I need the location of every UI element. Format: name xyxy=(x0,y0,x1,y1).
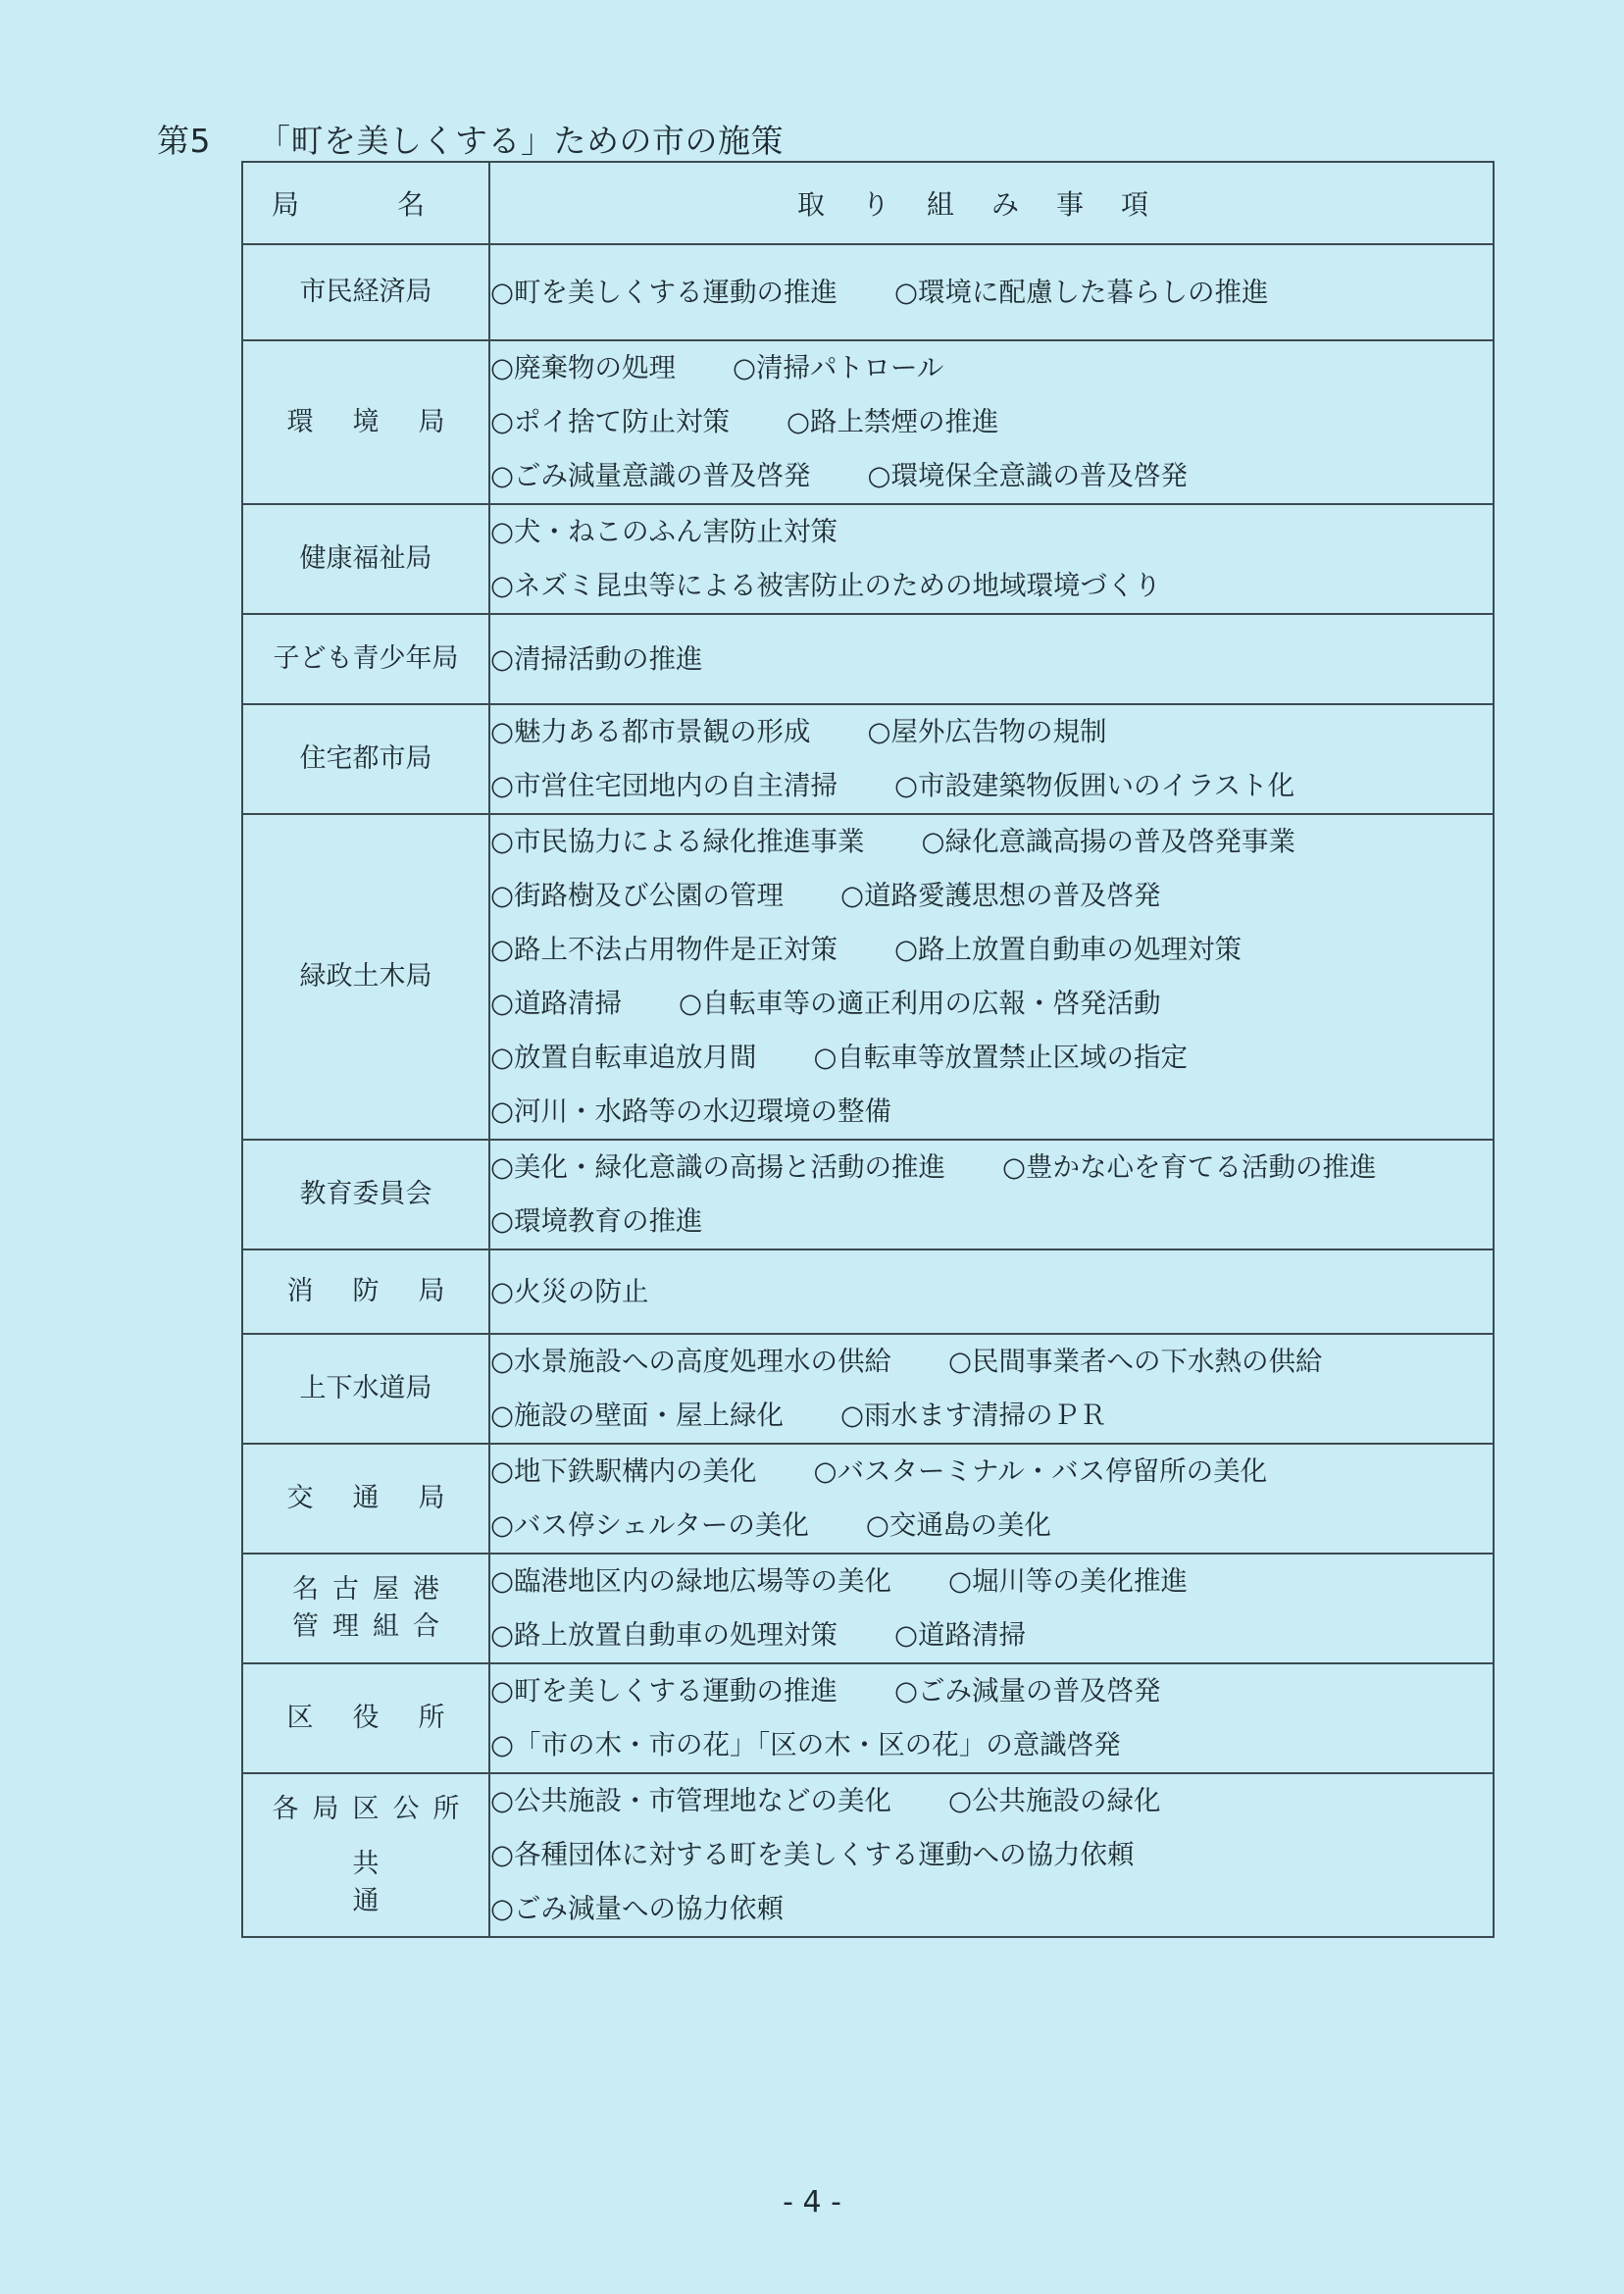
header-items-label: 取り組み事項 xyxy=(796,188,1186,221)
items-cell xyxy=(489,1334,1494,1444)
items-cell xyxy=(489,1140,1494,1249)
item-line xyxy=(490,1141,1493,1195)
item-line xyxy=(490,1031,1493,1085)
item-line xyxy=(490,266,1493,320)
item-line xyxy=(490,449,1493,503)
dept-cell xyxy=(242,1140,489,1249)
table-row xyxy=(242,1334,1494,1444)
table-row xyxy=(242,244,1494,340)
dept-name: 環境局 xyxy=(286,406,484,437)
policy-item: ○屋外広告物の規制 xyxy=(867,716,1107,747)
policy-item: ○水景施設への高度処理水の供給 xyxy=(490,1346,891,1377)
table-row xyxy=(242,504,1494,614)
items-cell xyxy=(489,814,1494,1140)
table-row xyxy=(242,1249,1494,1334)
dept-cell xyxy=(242,614,489,704)
item-line xyxy=(490,1774,1493,1828)
dept-cell xyxy=(242,704,489,814)
table-header-row xyxy=(242,162,1494,244)
table-row xyxy=(242,614,1494,704)
policy-item: ○犬・ねこのふん害防止対策 xyxy=(490,516,837,547)
policy-item: ○放置自転車追放月間 xyxy=(490,1042,757,1073)
item-line xyxy=(490,1718,1493,1772)
item-line xyxy=(490,759,1493,813)
dept-cell xyxy=(242,244,489,340)
item-line xyxy=(490,1445,1493,1499)
items-cell xyxy=(489,1444,1494,1554)
policy-item: ○民間事業者への下水熱の供給 xyxy=(948,1346,1323,1377)
policy-item: ○市民協力による緑化推進事業 xyxy=(490,826,865,857)
dept-cell xyxy=(242,1773,489,1937)
dept-name: 子ども青少年局 xyxy=(273,643,459,674)
item-line xyxy=(490,633,1493,687)
policy-item: ○交通島の美化 xyxy=(865,1509,1051,1541)
policy-item: ○河川・水路等の水辺環境の整備 xyxy=(490,1096,891,1127)
policy-item: ○公共施設・市管理地などの美化 xyxy=(490,1785,891,1816)
table-row xyxy=(242,814,1494,1140)
policy-item: ○町を美しくする運動の推進 xyxy=(490,276,837,308)
item-line xyxy=(490,815,1493,869)
policy-item: ○公共施設の緑化 xyxy=(948,1785,1161,1816)
dept-cell xyxy=(242,1554,489,1663)
policy-item: ○路上放置自動車の処理対策 xyxy=(490,1619,837,1651)
dept-cell xyxy=(242,1249,489,1334)
dept-cell xyxy=(242,504,489,614)
item-line xyxy=(490,1828,1493,1882)
section-heading xyxy=(157,116,784,162)
item-line xyxy=(490,1608,1493,1662)
policy-item: ○環境に配慮した暮らしの推進 xyxy=(894,276,1269,308)
dept-cell xyxy=(242,1663,489,1773)
table-row xyxy=(242,1663,1494,1773)
item-line xyxy=(490,1499,1493,1553)
dept-name: 消防局 xyxy=(286,1276,484,1306)
policy-item: ○道路清掃 xyxy=(490,988,622,1019)
policy-item: ○道路清掃 xyxy=(894,1619,1026,1651)
table-row xyxy=(242,1140,1494,1249)
policy-item: ○堀川等の美化推進 xyxy=(948,1565,1188,1597)
items-cell xyxy=(489,1773,1494,1937)
policy-item: ○緑化意識高揚の普及啓発事業 xyxy=(921,826,1295,857)
item-line xyxy=(490,1335,1493,1389)
policy-item: ○自転車等の適正利用の広報・啓発活動 xyxy=(679,988,1161,1019)
items-cell xyxy=(489,1663,1494,1773)
item-line xyxy=(490,869,1493,923)
dept-name: 区役所 xyxy=(286,1703,484,1733)
header-dept-label: 局 名 xyxy=(271,188,460,221)
item-line xyxy=(490,1555,1493,1608)
policy-item: ○街路樹及び公園の管理 xyxy=(490,880,784,911)
policy-table xyxy=(241,161,1495,1938)
item-line xyxy=(490,395,1493,449)
table-row xyxy=(242,704,1494,814)
policy-item: ○路上放置自動車の処理対策 xyxy=(894,934,1242,965)
item-line xyxy=(490,1195,1493,1249)
dept-name-line1: 名古屋港 xyxy=(292,1574,453,1605)
policy-item: ○道路愛護思想の普及啓発 xyxy=(840,880,1161,911)
policy-item: ○臨港地区内の緑地広場等の美化 xyxy=(490,1565,891,1597)
items-cell xyxy=(489,244,1494,340)
items-cell xyxy=(489,504,1494,614)
item-line xyxy=(490,1265,1493,1319)
dept-name: 交通局 xyxy=(286,1483,484,1513)
policy-item: ○地下鉄駅構内の美化 xyxy=(490,1455,757,1487)
table-row xyxy=(242,340,1494,504)
policy-item: ○美化・緑化意識の高揚と活動の推進 xyxy=(490,1151,945,1183)
dept-cell xyxy=(242,1444,489,1554)
policy-item: ○ごみ減量意識の普及啓発 xyxy=(490,460,811,491)
policy-item: ○廃棄物の処理 xyxy=(490,352,676,383)
policy-item: ○ごみ減量への協力依頼 xyxy=(490,1893,784,1924)
dept-cell xyxy=(242,1334,489,1444)
policy-item: ○施設の壁面・屋上緑化 xyxy=(490,1400,784,1431)
policy-item: ○ごみ減量の普及啓発 xyxy=(894,1675,1161,1707)
section-number: 第5 xyxy=(157,122,211,160)
table-row xyxy=(242,1444,1494,1554)
item-line xyxy=(490,559,1493,613)
policy-item: ○路上不法占用物件是正対策 xyxy=(490,934,837,965)
policy-item: ○雨水ます清掃のＰＲ xyxy=(840,1400,1107,1431)
policy-item: ○火災の防止 xyxy=(490,1275,649,1307)
dept-name: 緑政土木局 xyxy=(299,961,432,992)
dept-name-line2: 共通 xyxy=(352,1848,468,1916)
item-line xyxy=(490,705,1493,759)
section-title: 「町を美しくする」ための市の施策 xyxy=(258,122,784,160)
items-cell xyxy=(489,1249,1494,1334)
items-cell xyxy=(489,1554,1494,1663)
dept-cell xyxy=(242,340,489,504)
dept-name: 上下水道局 xyxy=(299,1373,432,1403)
policy-item: ○各種団体に対する町を美しくする運動への協力依頼 xyxy=(490,1839,1135,1870)
policy-item: ○市営住宅団地内の自主清掃 xyxy=(490,770,837,801)
item-line xyxy=(490,1085,1493,1139)
item-line xyxy=(490,1389,1493,1443)
table-row xyxy=(242,1773,1494,1937)
policy-item: ○バスターミナル・バス停留所の美化 xyxy=(813,1455,1268,1487)
dept-name-line2: 管理組合 xyxy=(292,1611,453,1642)
policy-item: ○「市の木・市の花」「区の木・区の花」の意識啓発 xyxy=(490,1729,1121,1760)
policy-item: ○町を美しくする運動の推進 xyxy=(490,1675,837,1707)
item-line xyxy=(490,1882,1493,1936)
policy-item: ○バス停シェルターの美化 xyxy=(490,1509,809,1541)
dept-name-line1: 各局区公所 xyxy=(272,1793,474,1824)
policy-item: ○魅力ある都市景観の形成 xyxy=(490,716,811,747)
dept-name: 市民経済局 xyxy=(299,277,432,307)
policy-item: ○豊かな心を育てる活動の推進 xyxy=(1002,1151,1377,1183)
policy-item: ○ネズミ昆虫等による被害防止のための地域環境づくり xyxy=(490,570,1161,601)
policy-item: ○環境教育の推進 xyxy=(490,1205,703,1237)
header-items xyxy=(489,162,1494,244)
policy-item: ○ポイ捨て防止対策 xyxy=(490,406,730,437)
item-line xyxy=(490,1664,1493,1718)
item-line xyxy=(490,923,1493,977)
item-line xyxy=(490,977,1493,1031)
policy-item: ○市設建築物仮囲いのイラスト化 xyxy=(894,770,1295,801)
dept-name: 住宅都市局 xyxy=(299,743,432,774)
dept-name: 教育委員会 xyxy=(299,1179,432,1209)
items-cell xyxy=(489,340,1494,504)
header-dept xyxy=(242,162,489,244)
policy-item: ○路上禁煙の推進 xyxy=(787,406,999,437)
items-cell xyxy=(489,614,1494,704)
item-line xyxy=(490,341,1493,395)
policy-item: ○環境保全意識の普及啓発 xyxy=(867,460,1188,491)
policy-item: ○清掃パトロール xyxy=(733,352,944,383)
table-row xyxy=(242,1554,1494,1663)
dept-cell xyxy=(242,814,489,1140)
policy-item: ○清掃活動の推進 xyxy=(490,642,703,675)
item-line xyxy=(490,505,1493,559)
dept-name: 健康福祉局 xyxy=(299,543,432,574)
policy-item: ○自転車等放置禁止区域の指定 xyxy=(813,1042,1188,1073)
page-number: - 4 - xyxy=(783,2185,841,2219)
items-cell xyxy=(489,704,1494,814)
